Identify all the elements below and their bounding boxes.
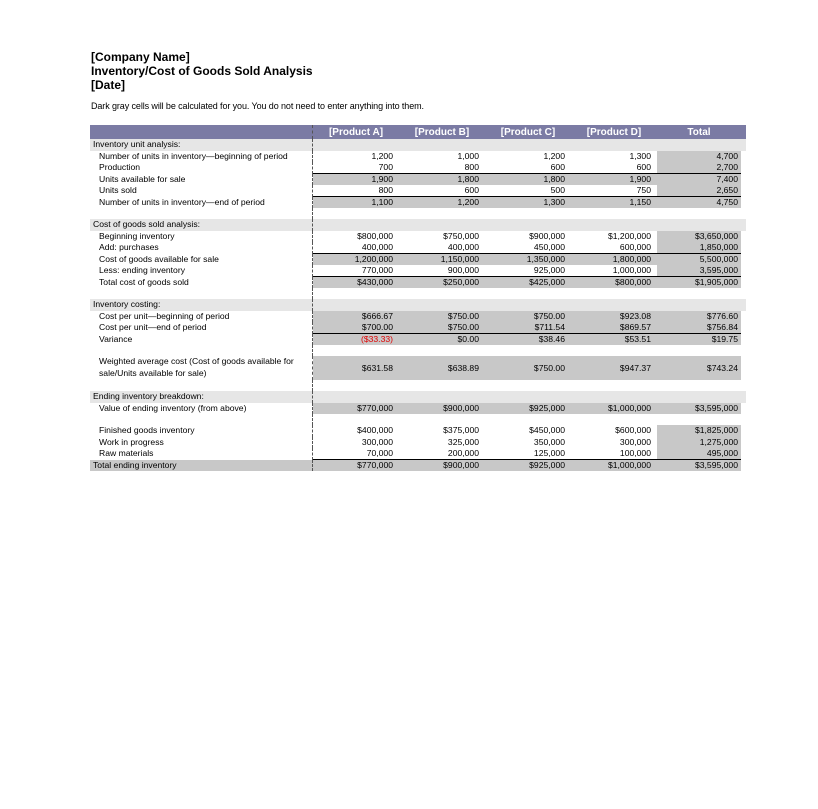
row-label: Finished goods inventory <box>90 425 313 437</box>
empty-cell <box>485 299 571 311</box>
value-cell-c: $750.00 <box>485 311 571 323</box>
row-label: Add: purchases <box>90 242 313 254</box>
table-row <box>90 197 746 209</box>
value-cell-c[interactable]: 500 <box>485 185 571 197</box>
value-cell-c: $425,000 <box>485 277 571 289</box>
row-label: Beginning inventory <box>90 231 313 243</box>
empty-cell <box>571 391 657 403</box>
empty-cell <box>90 345 313 356</box>
table-row <box>90 265 746 277</box>
empty-cell <box>657 391 741 403</box>
value-cell-d[interactable]: 750 <box>571 185 657 197</box>
total-cell: $756.84 <box>657 322 741 334</box>
value-cell-c[interactable]: $900,000 <box>529 230 565 241</box>
row-label: Cost of goods available for sale <box>90 254 313 266</box>
table-row <box>90 322 746 334</box>
value-cell-d: $1,000,000 <box>571 460 657 472</box>
value-cell-a[interactable]: 800 <box>313 185 399 197</box>
value-cell-d: $53.51 <box>571 334 657 346</box>
table-row <box>90 437 746 449</box>
row-label: Cost per unit—beginning of period <box>90 311 313 323</box>
value-cell-d[interactable]: 1,300 <box>629 150 651 161</box>
value-cell-d: $1,000,000 <box>571 403 657 415</box>
total-cell: 3,595,000 <box>657 265 741 277</box>
value-cell-b: 1,800 <box>399 174 485 186</box>
value-cell-c: $925,000 <box>485 403 571 415</box>
section-title: Ending inventory breakdown: <box>90 391 313 403</box>
total-cell: $3,595,000 <box>657 460 741 472</box>
table-row <box>90 311 746 323</box>
value-cell-c: $38.46 <box>485 334 571 346</box>
value-cell-a: $430,000 <box>313 277 399 289</box>
value-cell-b: $750.00 <box>399 322 485 334</box>
value-cell-c[interactable]: 350,000 <box>533 436 565 447</box>
value-cell-a: ($33.33) <box>313 334 399 346</box>
table-row <box>90 174 746 186</box>
value-cell-d: $800,000 <box>571 277 657 289</box>
value-cell-a: 1,200,000 <box>313 254 399 266</box>
empty-cell <box>571 139 657 151</box>
section-units <box>90 139 746 151</box>
value-cell-a[interactable]: $800,000 <box>357 230 393 241</box>
section-breakdown <box>90 391 746 403</box>
value-cell-d[interactable]: $600,000 <box>615 425 651 435</box>
value-cell-c[interactable]: 125,000 <box>485 448 571 460</box>
value-cell-b[interactable]: 800 <box>399 162 485 174</box>
col-header-total: Total <box>687 126 711 138</box>
total-cell: 495,000 <box>657 448 741 460</box>
total-cell: 1,275,000 <box>657 437 741 449</box>
col-header-product-a[interactable]: [Product A] <box>328 126 384 138</box>
value-cell-a[interactable]: 700 <box>313 162 399 174</box>
empty-cell <box>90 380 313 391</box>
value-cell-d: $947.37 <box>571 356 657 380</box>
value-cell-d: 1,900 <box>571 174 657 186</box>
section-title: Cost of goods sold analysis: <box>90 219 313 231</box>
col-header-product-d[interactable]: [Product D] <box>586 126 642 138</box>
column-header-row <box>90 125 746 139</box>
empty-cell <box>399 299 485 311</box>
empty-cell <box>571 219 657 231</box>
value-cell-b: $900,000 <box>399 403 485 415</box>
empty-cell <box>657 219 741 231</box>
row-label: Cost per unit—end of period <box>90 322 313 334</box>
total-cell: 2,650 <box>657 185 741 197</box>
value-cell-d: $923.08 <box>571 311 657 323</box>
empty-cell <box>313 219 399 231</box>
row-label: Production <box>90 162 313 174</box>
section-title: Inventory unit analysis: <box>90 139 313 151</box>
value-cell-b: $250,000 <box>399 277 485 289</box>
inventory-sheet <box>90 125 746 471</box>
table-row <box>90 242 746 254</box>
report-date[interactable]: [Date] <box>91 78 126 92</box>
table-row <box>90 151 746 163</box>
empty-cell <box>399 139 485 151</box>
row-label: Variance <box>90 334 313 346</box>
empty-cell <box>313 391 399 403</box>
value-cell-b[interactable]: $375,000 <box>443 425 479 435</box>
value-cell-d[interactable]: 600 <box>571 162 657 174</box>
row-label: Total cost of goods sold <box>90 277 313 289</box>
empty-cell <box>313 299 399 311</box>
row-label: Raw materials <box>90 448 313 460</box>
spacer-row <box>90 208 746 219</box>
value-cell-c: $711.54 <box>485 322 571 334</box>
value-cell-a: $666.67 <box>313 311 399 323</box>
value-cell-a: $700.00 <box>313 322 399 334</box>
empty-cell <box>657 299 741 311</box>
value-cell-d[interactable]: 100,000 <box>571 448 657 460</box>
table-row <box>90 254 746 266</box>
total-cell: 7,400 <box>657 174 741 186</box>
empty-cell <box>399 391 485 403</box>
header-label-cell <box>90 125 313 139</box>
value-cell-b: 1,200 <box>399 197 485 209</box>
table-row <box>90 185 746 197</box>
table-row <box>90 162 746 174</box>
value-cell-c[interactable]: $450,000 <box>529 425 565 435</box>
empty-cell <box>571 299 657 311</box>
row-label: Number of units in inventory—beginning of period <box>90 151 313 163</box>
empty-cell <box>399 219 485 231</box>
row-label: Less: ending inventory <box>90 265 313 277</box>
empty-cell <box>90 414 313 425</box>
value-cell-a: 1,100 <box>313 197 399 209</box>
empty-cell <box>485 139 571 151</box>
value-cell-a: $770,000 <box>313 460 399 472</box>
value-cell-a[interactable]: 400,000 <box>313 242 399 254</box>
value-cell-c: $750.00 <box>485 356 571 380</box>
section-cogs <box>90 219 746 231</box>
value-cell-c: 1,350,000 <box>485 254 571 266</box>
value-cell-b[interactable]: 325,000 <box>447 436 479 447</box>
value-cell-b[interactable]: 900,000 <box>399 265 485 277</box>
empty-cell <box>485 219 571 231</box>
value-cell-a: 1,900 <box>313 174 399 186</box>
total-cell: $1,905,000 <box>657 277 741 289</box>
value-cell-a[interactable]: $400,000 <box>357 425 393 435</box>
value-cell-b[interactable]: 200,000 <box>399 448 485 460</box>
row-label: Units available for sale <box>90 174 313 186</box>
value-cell-d[interactable]: $1,200,000 <box>607 230 651 241</box>
report-title[interactable]: Inventory/Cost of Goods Sold Analysis <box>91 64 313 78</box>
empty-cell <box>90 208 313 219</box>
col-header-product-c[interactable]: [Product C] <box>500 126 556 138</box>
value-cell-c[interactable]: 600 <box>485 162 571 174</box>
total-cell: $776.60 <box>657 311 741 323</box>
col-header-product-b[interactable]: [Product B] <box>414 126 470 138</box>
report-header <box>91 50 313 92</box>
table-row <box>90 334 746 346</box>
spacer-row <box>90 380 746 391</box>
row-label: Weighted average cost (Cost of goods available for sale/Units available for sale) <box>90 356 313 380</box>
value-cell-b: 1,150,000 <box>399 254 485 266</box>
empty-cell <box>90 288 313 299</box>
value-cell-a[interactable]: 770,000 <box>313 265 399 277</box>
total-cell: 1,850,000 <box>657 242 741 254</box>
total-cell: $1,825,000 <box>657 425 741 437</box>
empty-cell <box>313 139 399 151</box>
value-cell-a[interactable]: 1,200 <box>371 150 393 161</box>
value-cell-a[interactable]: 70,000 <box>313 448 399 460</box>
empty-cell <box>485 391 571 403</box>
value-cell-c[interactable]: 1,200 <box>543 150 565 161</box>
empty-cell <box>657 139 741 151</box>
value-cell-b: $900,000 <box>399 460 485 472</box>
value-cell-d[interactable]: 300,000 <box>619 436 651 447</box>
value-cell-b[interactable]: 1,000 <box>457 150 479 161</box>
instruction-note: Dark gray cells will be calculated for you. You do not need to enter anything into them. <box>91 101 424 111</box>
row-label: Value of ending inventory (from above) <box>90 403 313 415</box>
total-cell: 5,500,000 <box>657 254 741 266</box>
value-cell-a[interactable]: 300,000 <box>361 436 393 447</box>
row-label: Total ending inventory <box>90 460 313 472</box>
table-row <box>90 356 746 380</box>
value-cell-b: $750.00 <box>399 311 485 323</box>
total-cell: $3,650,000 <box>657 231 741 243</box>
value-cell-a: $770,000 <box>313 403 399 415</box>
value-cell-d: $869.57 <box>571 322 657 334</box>
row-label: Units sold <box>90 185 313 197</box>
table-row <box>90 277 746 289</box>
spacer-row <box>90 414 746 425</box>
value-cell-c[interactable]: 450,000 <box>485 242 571 254</box>
table-row <box>90 231 746 243</box>
value-cell-c: $925,000 <box>485 460 571 472</box>
value-cell-d: 1,150 <box>571 197 657 209</box>
value-cell-a: $631.58 <box>313 356 399 380</box>
value-cell-c: 1,300 <box>485 197 571 209</box>
total-cell: $3,595,000 <box>657 403 741 415</box>
value-cell-b: $638.89 <box>399 356 485 380</box>
value-cell-c: 1,800 <box>485 174 571 186</box>
section-title: Inventory costing: <box>90 299 313 311</box>
spacer-row <box>90 288 746 299</box>
total-cell: 4,750 <box>657 197 741 209</box>
value-cell-b[interactable]: $750,000 <box>443 230 479 241</box>
table-row <box>90 460 746 472</box>
value-cell-b[interactable]: 600 <box>399 185 485 197</box>
value-cell-d: 1,800,000 <box>571 254 657 266</box>
table-row <box>90 448 746 460</box>
total-cell: $743.24 <box>657 356 741 380</box>
total-cell: $19.75 <box>657 334 741 346</box>
value-cell-d[interactable]: 600,000 <box>571 242 657 254</box>
row-label: Number of units in inventory—end of period <box>90 197 313 209</box>
spacer-row <box>90 345 746 356</box>
section-costing <box>90 299 746 311</box>
company-name[interactable]: [Company Name] <box>91 50 190 64</box>
row-label: Work in progress <box>90 437 313 449</box>
value-cell-b[interactable]: 400,000 <box>399 242 485 254</box>
total-cell: 2,700 <box>657 162 741 174</box>
value-cell-c[interactable]: 925,000 <box>485 265 571 277</box>
value-cell-d[interactable]: 1,000,000 <box>571 265 657 277</box>
value-cell-b: $0.00 <box>399 334 485 346</box>
table-row <box>90 403 746 415</box>
total-cell: 4,700 <box>657 151 741 163</box>
table-row <box>90 425 746 437</box>
